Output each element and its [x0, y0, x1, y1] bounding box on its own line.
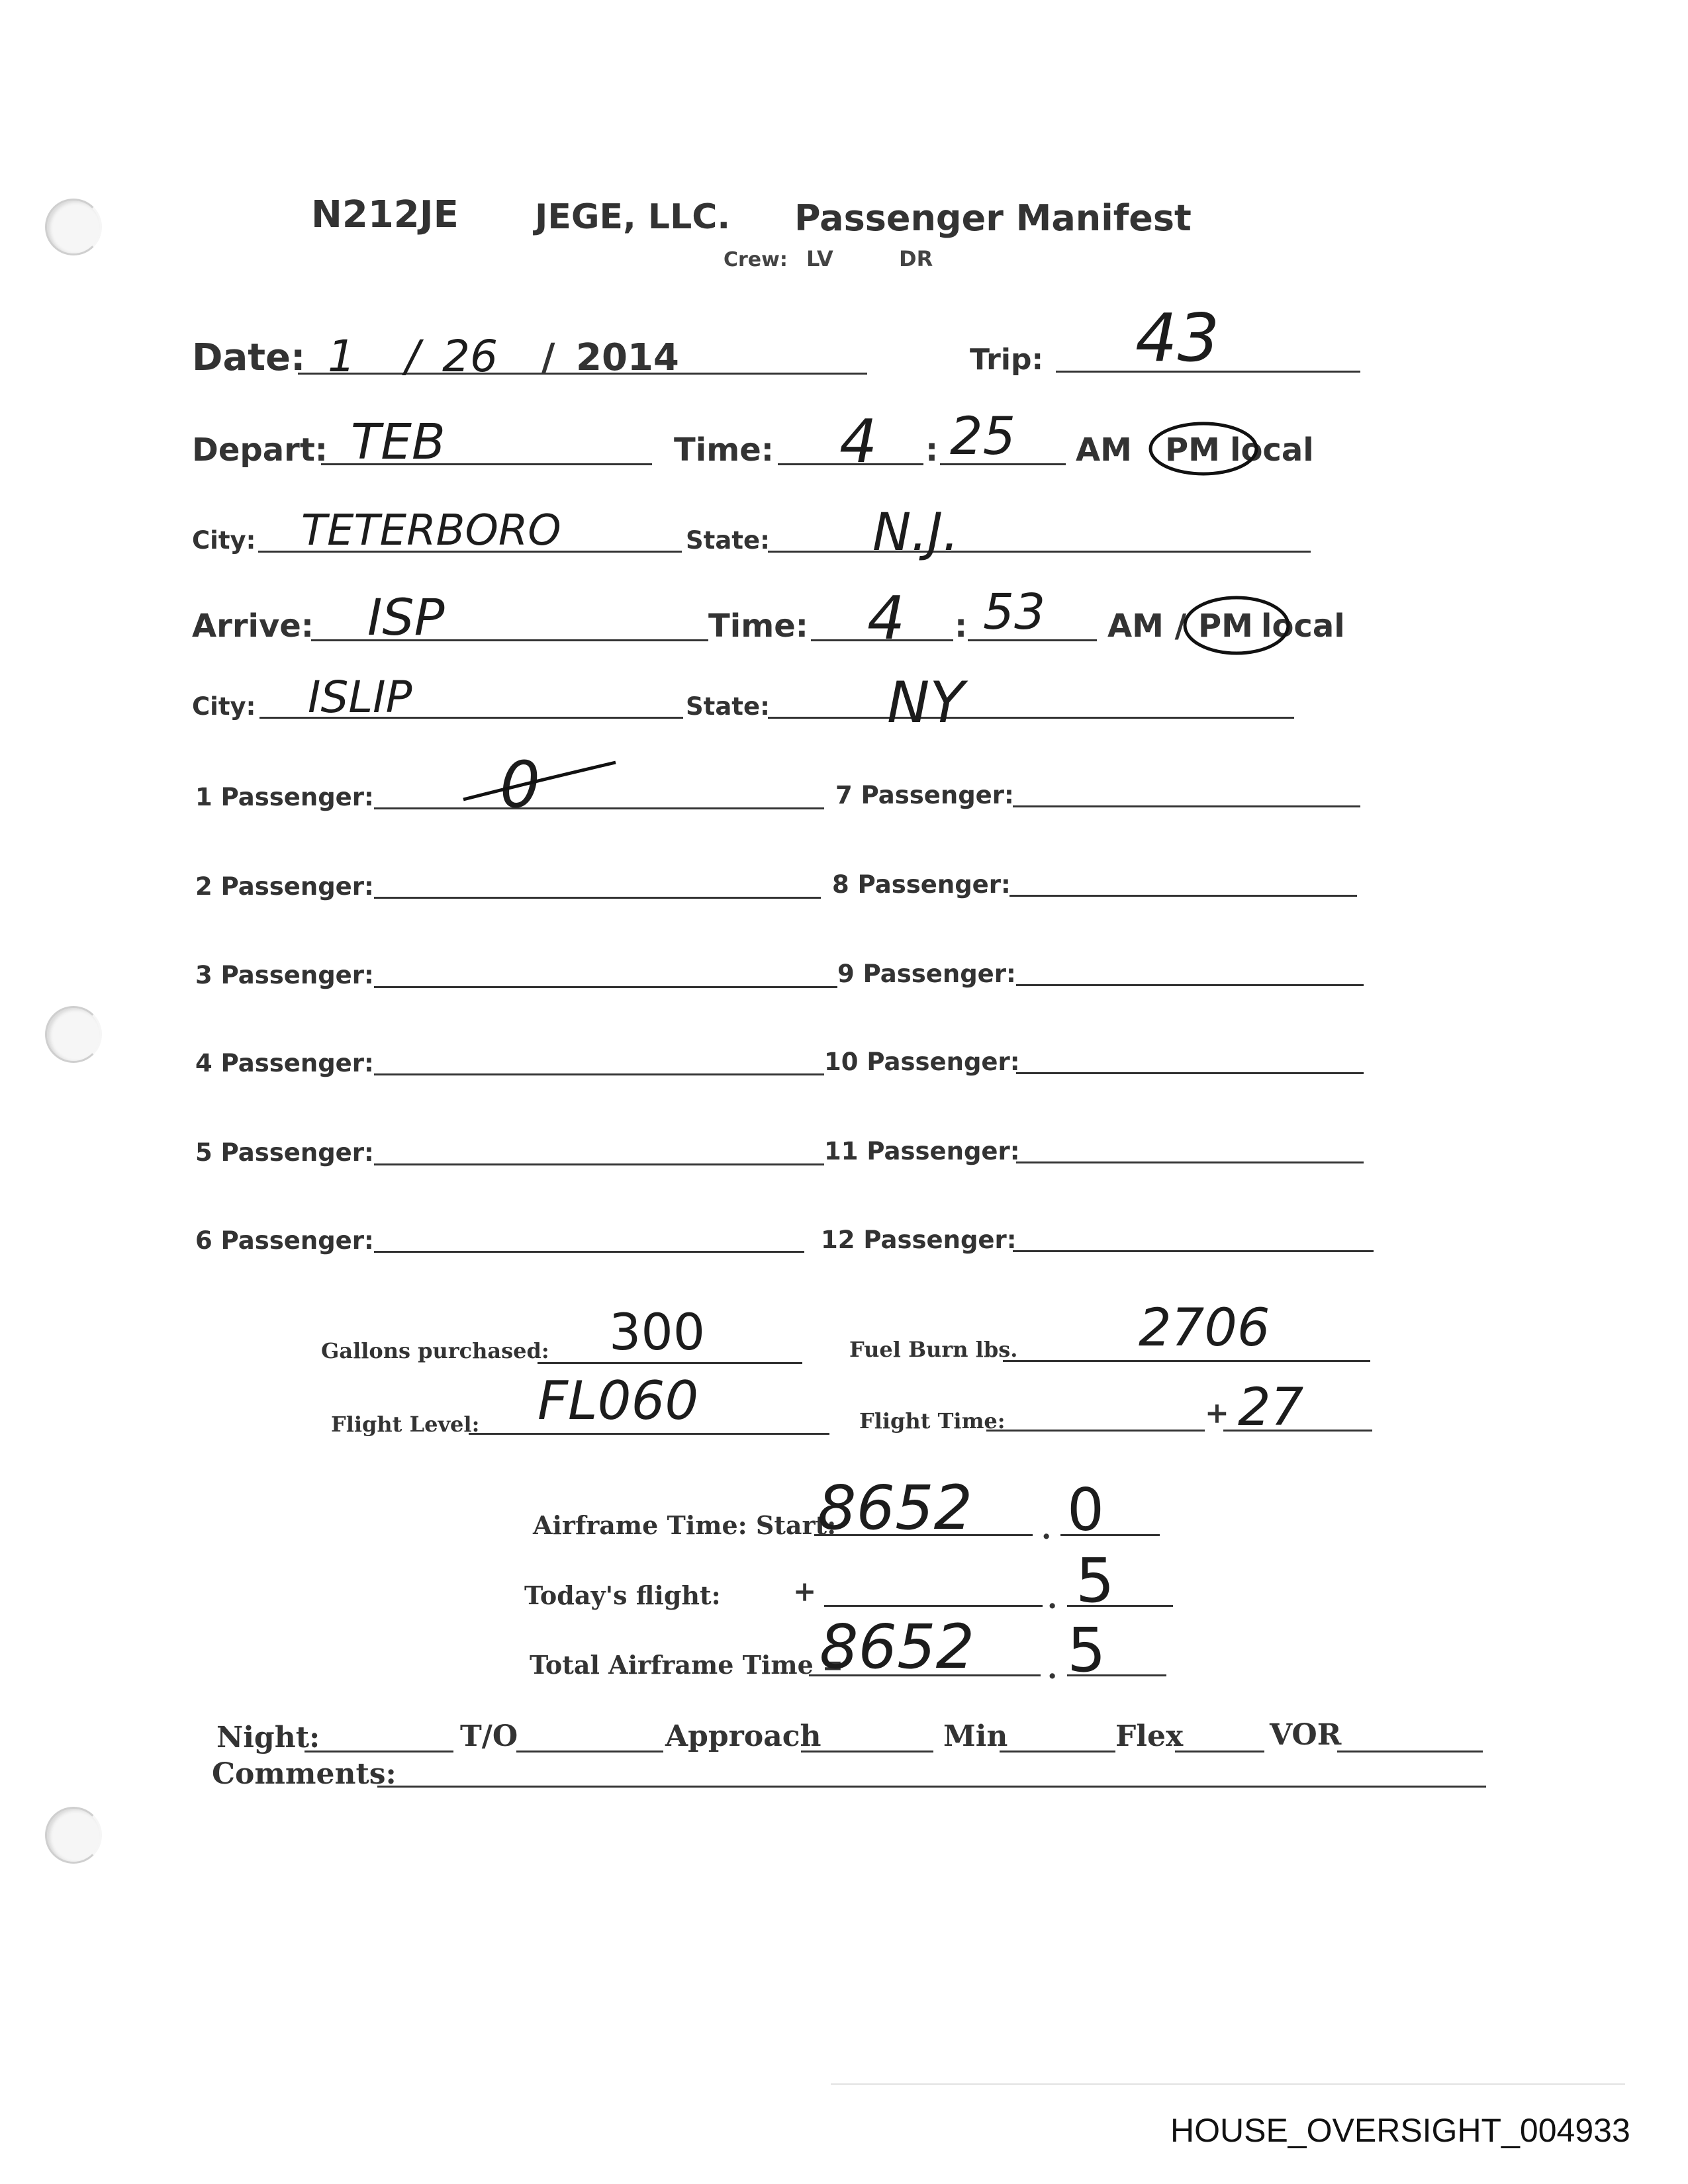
arrive-city[interactable]: ISLIP — [308, 672, 412, 723]
passenger-6-label: 6 Passenger: — [195, 1226, 374, 1255]
comments-label: Comments: — [212, 1757, 397, 1791]
total-airframe-tenth[interactable]: 5 — [1067, 1615, 1106, 1686]
depart-time-label: Time: — [674, 432, 774, 469]
punch-hole-middle — [45, 1006, 102, 1063]
arrive-hour[interactable]: 4 — [867, 584, 906, 653]
flight-time-plus: + — [1205, 1396, 1229, 1430]
date-day[interactable]: 26 — [442, 331, 498, 382]
arrive-airport[interactable]: ISP — [367, 588, 445, 647]
airframe-start-tenth[interactable]: 0 — [1067, 1476, 1104, 1544]
passenger-3-label: 3 Passenger: — [195, 961, 374, 989]
arrive-local: local — [1261, 608, 1345, 645]
form-title: Passenger Manifest — [794, 197, 1192, 239]
depart-pm-circle — [1145, 417, 1264, 483]
arrive-state-label: State: — [686, 692, 770, 721]
passenger-9-label: 9 Passenger: — [837, 960, 1016, 988]
flight-level-label: Flight Level: — [331, 1412, 480, 1437]
depart-minute[interactable]: 25 — [950, 407, 1016, 467]
fuel-burn-label: Fuel Burn lbs. — [849, 1337, 1018, 1362]
gallons-label: Gallons purchased: — [321, 1338, 549, 1363]
depart-am: AM — [1076, 432, 1132, 469]
passenger-8-label: 8 Passenger: — [832, 870, 1011, 899]
depart-hour[interactable]: 4 — [839, 407, 878, 477]
todays-flight-tenth[interactable]: 5 — [1076, 1545, 1115, 1616]
depart-airport[interactable]: TEB — [351, 414, 445, 471]
passenger-7-label: 7 Passenger: — [835, 781, 1014, 809]
passenger-12-label: 12 Passenger: — [821, 1226, 1017, 1254]
arrive-city-label: City: — [192, 692, 256, 721]
passenger-2-label: 2 Passenger: — [195, 872, 374, 901]
total-airframe-label: Total Airframe Time = — [530, 1650, 843, 1680]
arrive-label: Arrive: — [192, 608, 314, 645]
date-label: Date: — [192, 336, 306, 379]
approach-label: Approach — [665, 1719, 821, 1753]
trip-value[interactable]: 43 — [1135, 299, 1220, 377]
crew-member-2: DR — [899, 246, 933, 271]
flight-level-value[interactable]: FL060 — [538, 1370, 699, 1432]
passenger-11-label: 11 Passenger: — [824, 1137, 1020, 1165]
depart-local: local — [1230, 432, 1314, 469]
depart-state[interactable]: N.J. — [872, 503, 959, 563]
passenger-1-value[interactable]: 0 — [500, 748, 541, 822]
punch-hole-top — [45, 199, 102, 255]
depart-state-label: State: — [686, 526, 770, 555]
todays-flight-dot: . — [1047, 1582, 1058, 1615]
night-label: Night: — [216, 1721, 320, 1754]
date-sep-2: / — [541, 336, 555, 379]
passenger-10-label: 10 Passenger: — [824, 1048, 1020, 1076]
total-airframe-whole[interactable]: 8652 — [820, 1612, 975, 1682]
vor-label: VOR — [1270, 1718, 1342, 1752]
to-label: T/O — [460, 1719, 518, 1753]
punch-hole-bottom — [45, 1807, 102, 1864]
passenger-5-label: 5 Passenger: — [195, 1138, 374, 1167]
flight-time-label: Flight Time: — [859, 1408, 1006, 1433]
depart-label: Depart: — [192, 432, 328, 469]
arrive-state[interactable]: NY — [887, 670, 964, 736]
tail-number: N212JE — [311, 193, 459, 236]
depart-pm[interactable]: PM — [1165, 432, 1220, 469]
todays-flight-plus: + — [793, 1575, 817, 1608]
date-month[interactable]: 1 — [328, 331, 355, 382]
arrive-minute[interactable]: 53 — [983, 584, 1046, 641]
depart-city-label: City: — [192, 526, 256, 555]
passenger-1-label: 1 Passenger: — [195, 783, 374, 811]
flex-label: Flex — [1115, 1719, 1184, 1753]
total-airframe-dot: . — [1047, 1652, 1058, 1686]
todays-flight-label: Today's flight: — [524, 1580, 721, 1610]
crew-label: Crew: — [724, 248, 788, 271]
min-label: Min — [943, 1719, 1008, 1753]
airframe-start-whole[interactable]: 8652 — [818, 1473, 973, 1543]
airframe-start-dot: . — [1041, 1512, 1052, 1546]
gallons-value[interactable]: 300 — [609, 1302, 706, 1361]
arrive-time-colon: : — [955, 608, 968, 645]
airframe-start-label: Airframe Time: Start: — [533, 1510, 837, 1540]
trip-label: Trip: — [970, 343, 1044, 377]
date-year: 2014 — [576, 336, 679, 379]
date-sep-1: / — [405, 331, 420, 382]
fuel-burn-value[interactable]: 2706 — [1139, 1298, 1270, 1358]
crew-member-1: LV — [806, 246, 833, 271]
arrive-pm[interactable]: PM — [1198, 608, 1253, 645]
passenger-4-label: 4 Passenger: — [195, 1049, 374, 1077]
arrive-am: AM / — [1107, 608, 1187, 645]
depart-time-colon: : — [925, 432, 939, 469]
flight-time-value[interactable]: 27 — [1238, 1378, 1304, 1437]
arrive-time-label: Time: — [708, 608, 808, 645]
passenger-1-strike — [457, 754, 622, 807]
company-name: JEGE, LLC. — [535, 197, 731, 237]
depart-city[interactable]: TETERBORO — [301, 506, 561, 555]
bates-number: HOUSE_OVERSIGHT_004933 — [1170, 2112, 1630, 2149]
arrive-pm-circle — [1178, 592, 1297, 665]
